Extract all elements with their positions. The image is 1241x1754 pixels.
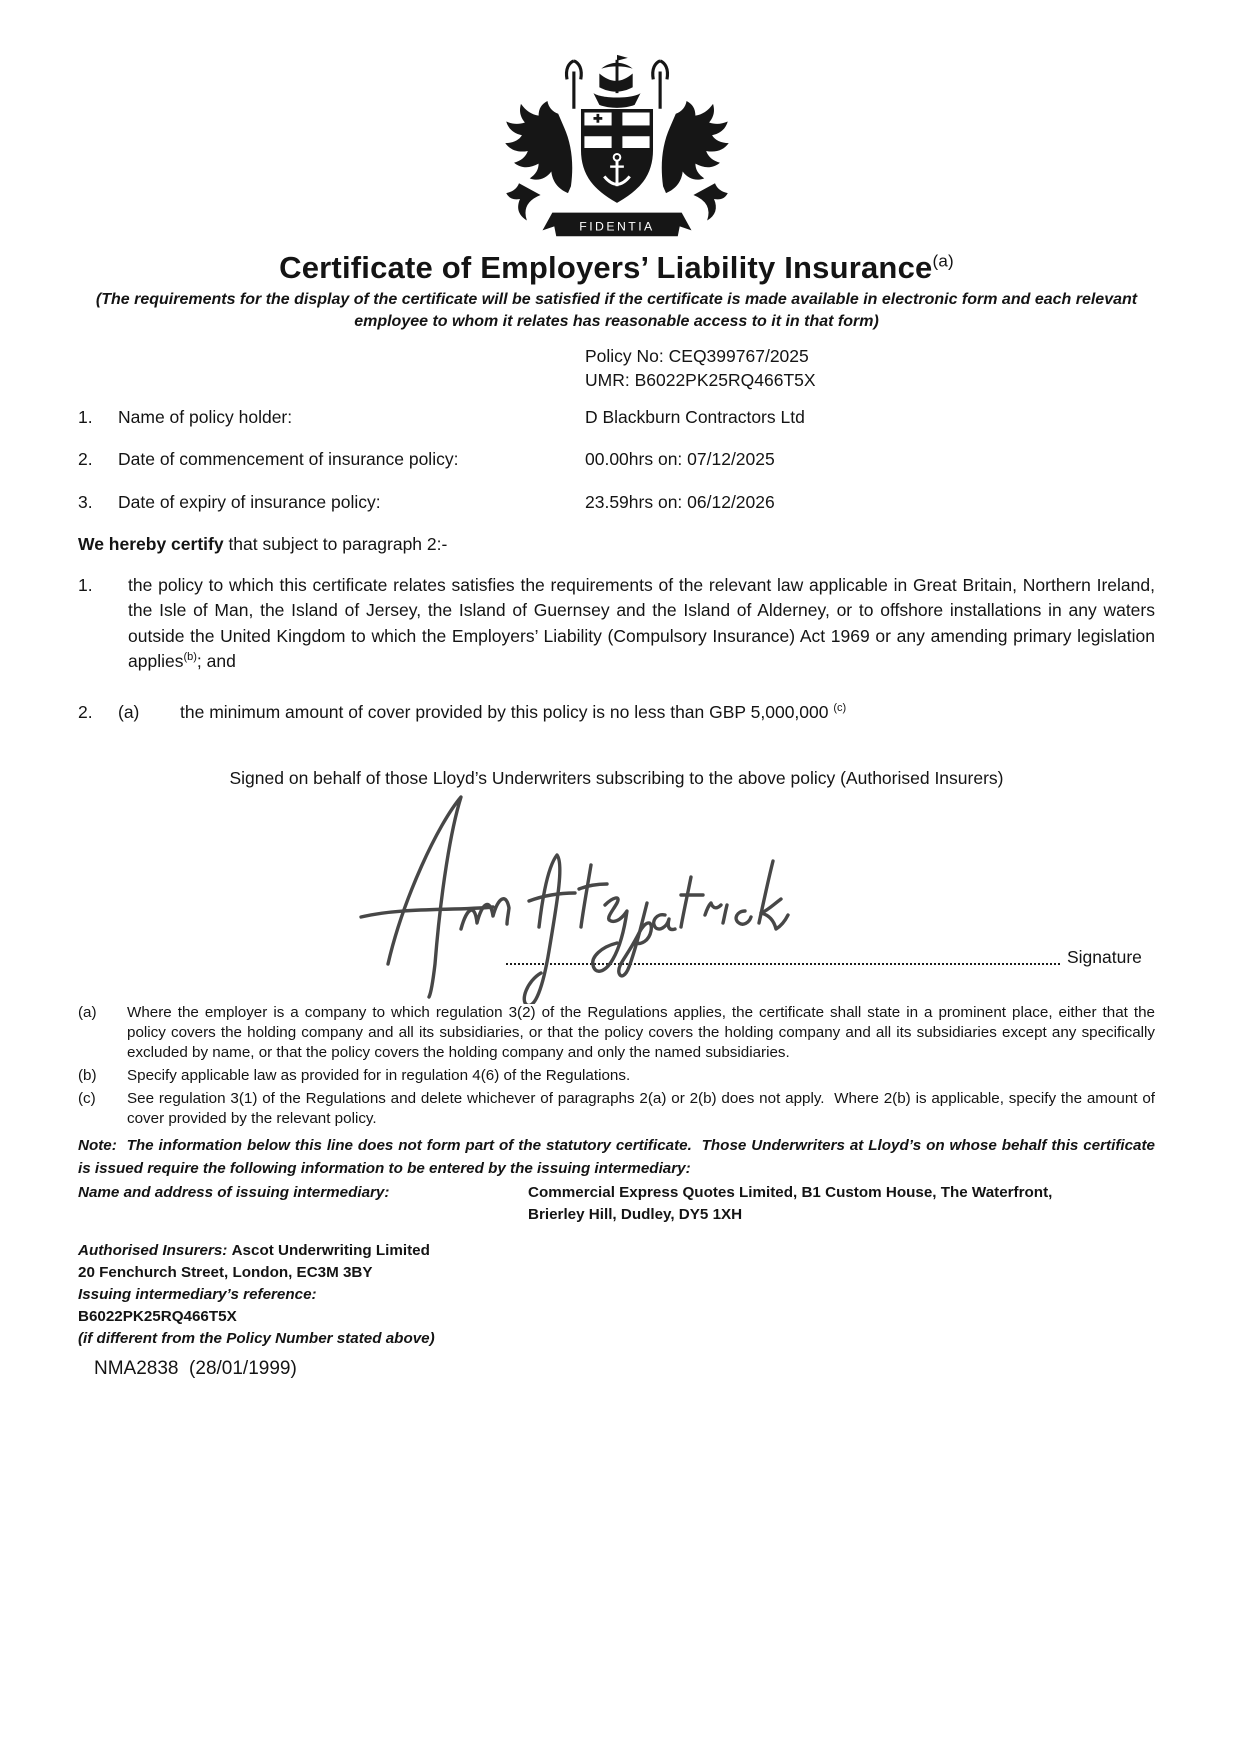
signed-on-behalf-statement: Signed on behalf of those Lloyd’s Underwriters subscribing to the above policy (Authorised Insurers) xyxy=(229,768,1004,789)
intermediary-address-line2: Brierley Hill, Dudley, DY5 1XH xyxy=(528,1205,743,1223)
detail-number: 2. xyxy=(78,449,93,470)
signature-zone xyxy=(78,789,1155,989)
lloyds-crest-icon xyxy=(446,50,788,246)
paragraph-body: the minimum amount of cover provided by this policy is no less than GBP 5,000,000 xyxy=(180,702,834,723)
footnote-ref-b: (b) xyxy=(183,651,197,664)
signature-dotted-line xyxy=(506,949,1060,965)
handwritten-signature xyxy=(343,769,823,1004)
detail-label: Date of expiry of insurance policy: xyxy=(118,492,381,513)
statutory-note: Note: The information below this line does not form part of the statutory certificate. Those Underwriters at Lloyd’s on whose behalf this certificate is issued require the following information to be entered by the issuing intermediary: xyxy=(78,1137,1155,1177)
detail-value: 00.00hrs on: 07/12/2025 xyxy=(585,449,775,470)
footnote-label: (a) xyxy=(78,1004,97,1022)
detail-number: 1. xyxy=(78,406,93,427)
detail-label: Name of policy holder: xyxy=(118,406,293,427)
certify-lead-bold: We hereby certify xyxy=(78,533,224,554)
certification-paragraph-2 xyxy=(78,701,1155,724)
footnote-text: Where the employer is a company to which regulation 3(2) of the Regulations applies, the certificate shall state in a prominent place, either that the policy covers the holding company and all its subsidiaries, or that the policy covers the holding company and all its subsidiaries except any specifically excluded by name, or that the policy covers the holding company and only the named subsidiaries. xyxy=(127,1004,1155,1062)
footnote-text: See regulation 3(1) of the Regulations and delete whichever of paragraphs 2(a) or 2(b) does not apply. Where 2(b) is applicable, specify the amount of cover provided by the relevant policy. xyxy=(127,1090,1155,1128)
footnote-b xyxy=(78,1066,1155,1086)
signature-line-row xyxy=(506,947,1142,968)
paragraph-text xyxy=(128,573,1155,675)
intermediary-reference-value: B6022PK25RQ466T5X xyxy=(78,1307,237,1325)
crest-container xyxy=(78,0,1155,246)
certify-statement xyxy=(78,534,1155,555)
detail-row-expiry-date xyxy=(78,491,1155,514)
detail-label: Date of commencement of insurance policy: xyxy=(118,449,459,470)
intermediary-label: Name and address of issuing intermediary: xyxy=(78,1183,390,1201)
paragraph-body: the policy to which this certificate relates satisfies the requirements of the relevant law applicable in Great Britain, Northern Ireland, the Isle of Man, the Island of Jersey, the Island of Guernsey and the Island of Alderney, or to offshore installations in any waters outside the United Kingdom to which the Employers’ Liability (Compulsory Insurance) Act 1969 or any amending primary legislation applies xyxy=(128,574,1155,671)
intermediary-value xyxy=(528,1182,1155,1226)
crest-motto: FIDENTIA xyxy=(578,219,655,234)
certification-paragraph-1 xyxy=(78,573,1155,675)
authorised-insurers-name: Ascot Underwriting Limited xyxy=(231,1241,430,1259)
paragraph-suffix: ; and xyxy=(196,650,236,671)
intermediary-reference-label: Issuing intermediary’s reference: xyxy=(78,1285,317,1303)
insurer-address: 20 Fenchurch Street, London, EC3M 3BY xyxy=(78,1263,373,1281)
footnotes-section xyxy=(78,1003,1155,1129)
detail-row-policy-holder xyxy=(78,406,1155,429)
issuing-intermediary-row xyxy=(78,1182,1155,1226)
certify-lead-rest: that subject to paragraph 2:- xyxy=(223,533,448,554)
paragraph-number: 2. xyxy=(78,702,93,723)
policy-number-line: Policy No: CEQ399767/2025 xyxy=(585,346,809,367)
footnote-a xyxy=(78,1003,1155,1063)
authorised-insurers-block xyxy=(78,1240,1155,1383)
policy-reference-block xyxy=(585,345,1155,391)
umr-line: UMR: B6022PK25RQ466T5X xyxy=(585,369,816,390)
intermediary-address-line1: Commercial Express Quotes Limited, B1 Custom House, The Waterfront, xyxy=(528,1183,1053,1201)
paragraph-text xyxy=(180,701,1155,724)
footnote-c xyxy=(78,1089,1155,1129)
page-title xyxy=(78,250,1155,286)
authorised-insurers-line xyxy=(78,1240,1155,1262)
detail-number: 3. xyxy=(78,492,93,513)
form-reference: NMA2838 (28/01/1999) xyxy=(94,1357,297,1379)
authorised-insurers-label: Authorised Insurers: xyxy=(78,1241,232,1259)
title-footnote-ref: (a) xyxy=(932,251,954,271)
reference-note: (if different from the Policy Number stated above) xyxy=(78,1329,435,1347)
detail-value: 23.59hrs on: 06/12/2026 xyxy=(585,492,775,513)
footnote-text: Specify applicable law as provided for in regulation 4(6) of the Regulations. xyxy=(127,1067,631,1085)
footnote-label: (c) xyxy=(78,1090,96,1108)
footnote-label: (b) xyxy=(78,1067,97,1085)
policy-details-list xyxy=(78,406,1155,514)
signature-label: Signature xyxy=(1067,947,1142,968)
detail-value: D Blackburn Contractors Ltd xyxy=(585,406,805,427)
footnote-ref-c: (c) xyxy=(833,702,847,715)
page-title-text: Certificate of Employers’ Liability Insurance xyxy=(279,250,933,285)
paragraph-number: 1. xyxy=(78,574,93,595)
page-subtitle: (The requirements for the display of the certificate will be satisfied if the certificate is made available in electronic form and each relevant employee to whom it relates has reasonable access to it in that form) xyxy=(95,290,1138,331)
detail-row-commencement-date xyxy=(78,448,1155,471)
paragraph-sub-letter: (a) xyxy=(118,702,140,723)
